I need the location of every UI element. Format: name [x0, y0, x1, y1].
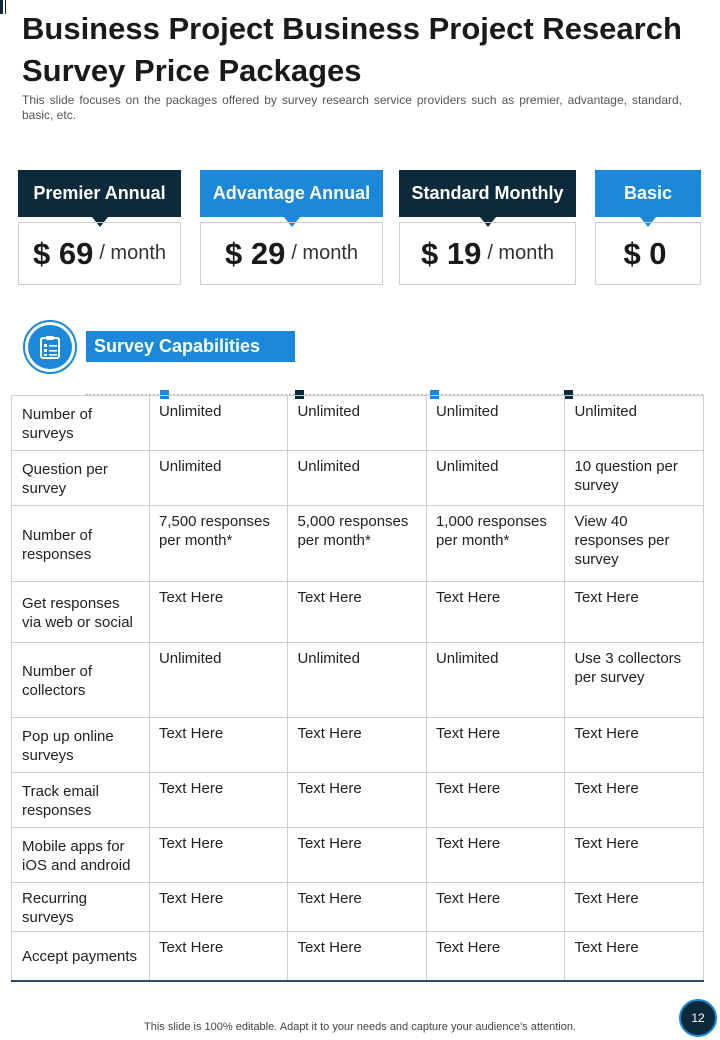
- page-subtitle: This slide focuses on the packages offered by survey research service providers such as premier, advantage, standard, basic, etc.: [22, 93, 682, 122]
- row-label: Get responses via web or social: [12, 582, 150, 643]
- package-premier-annual: [18, 170, 181, 286]
- package-name: Standard Monthly: [399, 170, 576, 217]
- row-label: Recurring surveys: [12, 883, 150, 932]
- table-cell: Text Here: [288, 828, 427, 883]
- table-cell: Unlimited: [288, 396, 427, 451]
- table-cell: Unlimited: [288, 643, 427, 718]
- table-cell: Text Here: [426, 718, 565, 773]
- table-cell: Text Here: [149, 828, 288, 883]
- table-cell: Text Here: [565, 828, 704, 883]
- package-price-box: [595, 222, 701, 285]
- package-price: $ 69: [32, 235, 94, 271]
- row-label: Question per survey: [12, 451, 150, 506]
- table-row: [12, 643, 704, 718]
- package-price: $ 0: [623, 235, 667, 271]
- package-name: Advantage Annual: [200, 170, 383, 217]
- package-period: / month: [99, 242, 167, 264]
- row-label: Track email responses: [12, 773, 150, 828]
- table-row: [12, 396, 704, 451]
- table-cell: Text Here: [149, 718, 288, 773]
- table-cell: Unlimited: [149, 396, 288, 451]
- table-cell: Text Here: [565, 883, 704, 932]
- capabilities-title: Survey Capabilities: [86, 331, 295, 362]
- table-cell: Text Here: [426, 932, 565, 981]
- table-row: [12, 451, 704, 506]
- package-name: Premier Annual: [18, 170, 181, 217]
- row-label: Number of surveys: [12, 396, 150, 451]
- table-cell: 1,000 responses per month*: [426, 506, 565, 582]
- table-row: [12, 883, 704, 932]
- table-cell: 5,000 responses per month*: [288, 506, 427, 582]
- table-cell: Text Here: [288, 773, 427, 828]
- table-cell: Unlimited: [149, 451, 288, 506]
- row-label: Number of collectors: [12, 643, 150, 718]
- table-cell: Text Here: [288, 718, 427, 773]
- package-price-box: [399, 222, 576, 285]
- table-cell: Text Here: [426, 773, 565, 828]
- package-period: / month: [487, 242, 555, 264]
- table-cell: Unlimited: [426, 396, 565, 451]
- package-price-box: [18, 222, 181, 285]
- row-label: Pop up online surveys: [12, 718, 150, 773]
- table-cell: Text Here: [426, 883, 565, 932]
- package-period: / month: [291, 242, 359, 264]
- table-cell: Text Here: [565, 773, 704, 828]
- package-price-box: [200, 222, 383, 285]
- footer-note: This slide is 100% editable. Adapt it to your needs and capture your audience's attention.: [144, 1021, 576, 1033]
- table-cell: Text Here: [288, 932, 427, 981]
- package-price: $ 19: [420, 235, 482, 271]
- capabilities-table: [11, 395, 704, 982]
- table-cell: Text Here: [149, 773, 288, 828]
- table-row: [12, 773, 704, 828]
- page-title: Business Project Business Project Research Survey Price Packages: [22, 11, 682, 88]
- package-price: $ 29: [224, 235, 286, 271]
- table-cell: Text Here: [426, 582, 565, 643]
- table-row: [12, 828, 704, 883]
- table-cell: Text Here: [288, 582, 427, 643]
- table-cell: Text Here: [288, 883, 427, 932]
- table-row: [12, 506, 704, 582]
- table-cell: Unlimited: [565, 396, 704, 451]
- table-cell: 10 question per survey: [565, 451, 704, 506]
- table-cell: Text Here: [565, 582, 704, 643]
- row-label: Mobile apps for iOS and android: [12, 828, 150, 883]
- table-cell: Unlimited: [288, 451, 427, 506]
- table-cell: Text Here: [565, 718, 704, 773]
- package-advantage-annual: [200, 170, 383, 286]
- table-cell: Text Here: [149, 883, 288, 932]
- table-cell: Text Here: [149, 932, 288, 981]
- table-cell: Unlimited: [426, 451, 565, 506]
- package-name: Basic: [595, 170, 701, 217]
- table-row: [12, 582, 704, 643]
- table-cell: Unlimited: [426, 643, 565, 718]
- table-row: [12, 932, 704, 981]
- table-cell: Text Here: [565, 932, 704, 981]
- table-cell: Unlimited: [149, 643, 288, 718]
- corner-accent: [0, 0, 6, 14]
- package-standard-monthly: [399, 170, 576, 286]
- table-row: [12, 718, 704, 773]
- table-cell: View 40 responses per survey: [565, 506, 704, 582]
- page-number: 12: [679, 999, 717, 1037]
- clipboard-checklist-icon: [23, 320, 77, 374]
- table-cell: Use 3 collectors per survey: [565, 643, 704, 718]
- row-label: Accept payments: [12, 932, 150, 981]
- table-cell: 7,500 responses per month*: [149, 506, 288, 582]
- table-cell: Text Here: [149, 582, 288, 643]
- table-cell: Text Here: [426, 828, 565, 883]
- row-label: Number of responses: [12, 506, 150, 582]
- package-basic: [595, 170, 701, 286]
